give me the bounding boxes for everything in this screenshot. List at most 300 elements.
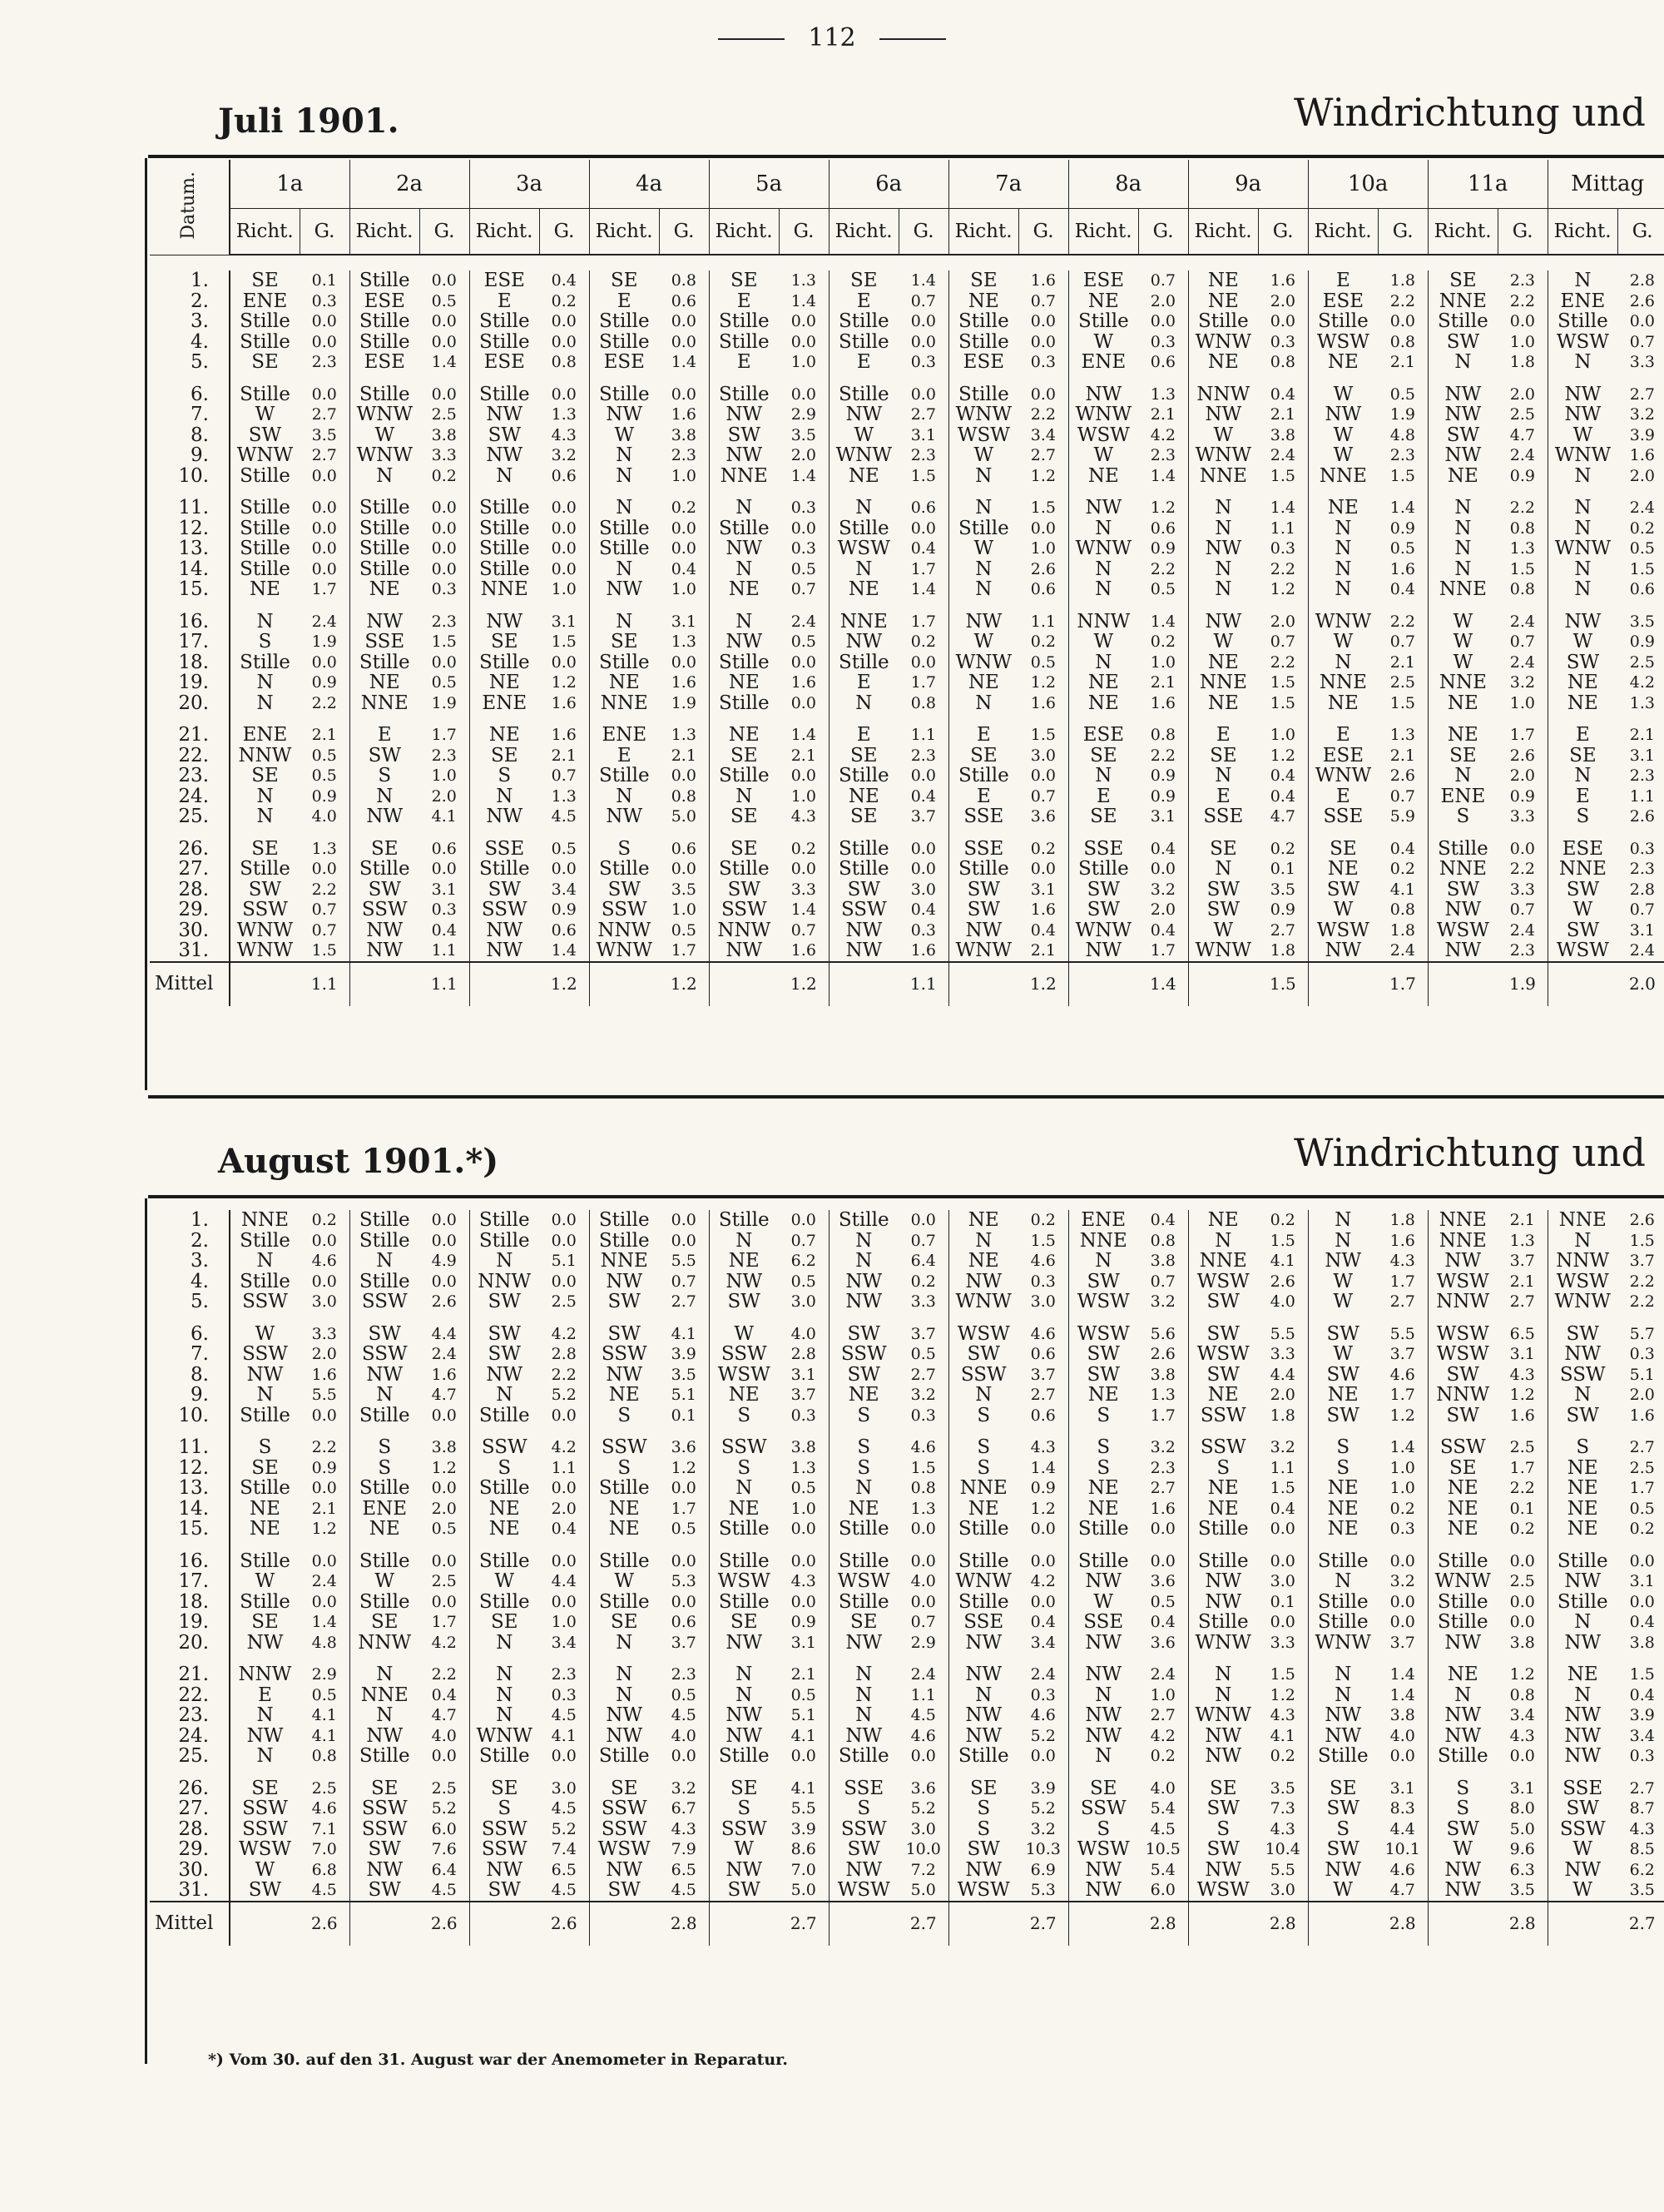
wind-speed: 0.0 (419, 1592, 469, 1613)
day-row (150, 332, 1664, 353)
wind-direction: W (1572, 1880, 1593, 1901)
wind-speed: 8.3 (1378, 1798, 1428, 1819)
wind-speed: 1.7 (899, 672, 948, 693)
wind-speed: 5.0 (779, 1880, 829, 1902)
wind-speed: 3.4 (1018, 1633, 1068, 1654)
day-label: 10. (150, 466, 230, 487)
wind-direction: WSW (1556, 1271, 1609, 1292)
wind-direction: NE (1447, 465, 1478, 486)
wind-direction: NW (1325, 1251, 1362, 1272)
wind-speed: 3.0 (300, 1292, 349, 1312)
wind-direction: NNE (480, 579, 528, 600)
wind-speed: 0.5 (1617, 538, 1664, 559)
wind-direction: WSW (717, 1571, 770, 1592)
wind-direction: NE (369, 672, 400, 693)
wind-speed: 0.3 (419, 579, 469, 600)
hour-header: 8a (1068, 160, 1188, 209)
wind-speed: 0.0 (419, 384, 469, 405)
wind-direction: N (1574, 518, 1592, 538)
wind-direction: Stille (240, 465, 290, 486)
wind-speed: 0.2 (419, 466, 469, 487)
wind-speed: 4.5 (899, 1705, 948, 1726)
wind-direction: N (496, 786, 513, 806)
wind-direction: NE (1447, 1664, 1478, 1685)
wind-direction: NW (1444, 445, 1482, 466)
wind-direction: SSW (242, 1344, 288, 1365)
wind-speed: 0.7 (1617, 332, 1664, 353)
wind-speed: 1.1 (1258, 1458, 1308, 1479)
wind-direction: NW (606, 806, 643, 827)
wind-direction: N (1454, 538, 1472, 559)
wind-direction: Stille (240, 538, 290, 559)
wind-direction: NW (965, 1859, 1003, 1880)
wind-direction: N (1215, 498, 1232, 518)
wind-direction: NE (848, 1498, 879, 1519)
wind-speed: 0.4 (1138, 1210, 1188, 1231)
wind-direction: S (857, 1798, 871, 1819)
wind-direction: Stille (359, 498, 410, 518)
wind-speed: 2.6 (1617, 1210, 1664, 1231)
wind-direction: NW (366, 1364, 404, 1385)
wind-speed: 9.6 (1498, 1839, 1548, 1860)
wind-direction: NW (1564, 1859, 1602, 1880)
wind-speed: 2.1 (1378, 652, 1428, 673)
day-label: 11. (150, 498, 230, 518)
wind-speed: 0.4 (1258, 1499, 1308, 1520)
wind-speed: 0.0 (1498, 1592, 1548, 1613)
wind-direction: NNW (1196, 384, 1250, 404)
wind-direction: E (617, 290, 631, 311)
day-label: 6. (150, 1324, 230, 1345)
richt-header: Richt. (1068, 209, 1138, 255)
wind-direction: N (616, 1684, 633, 1705)
wind-speed: 4.9 (419, 1251, 469, 1272)
wind-direction: E (736, 290, 751, 311)
wind-speed: 3.5 (779, 425, 829, 446)
wind-speed: 0.8 (899, 693, 948, 714)
richt-header: Richt. (589, 209, 659, 255)
wind-direction: NW (606, 1705, 643, 1726)
wind-speed: 1.6 (1617, 445, 1664, 466)
wind-speed: 0.2 (1018, 1210, 1068, 1231)
day-label: 25. (150, 806, 230, 827)
wind-speed: 1.2 (1378, 1406, 1428, 1426)
wind-speed: 4.5 (539, 1880, 589, 1902)
wind-direction: NW (726, 1725, 763, 1746)
wind-direction: NW (486, 806, 523, 827)
wind-speed: 2.1 (1378, 746, 1428, 766)
wind-direction: N (496, 1632, 513, 1653)
wind-speed: 3.1 (1498, 1778, 1548, 1799)
wind-direction: S (1336, 1818, 1350, 1839)
wind-direction: WNW (1554, 1292, 1611, 1312)
wind-speed: 2.6 (1258, 1272, 1308, 1292)
wind-speed: 3.3 (300, 1324, 349, 1345)
wind-speed: 4.1 (779, 1778, 829, 1799)
wind-speed: 0.4 (1258, 786, 1308, 807)
wind-direction: Stille (240, 1230, 290, 1251)
wind-direction: ESE (483, 270, 525, 291)
wind-speed: 1.3 (1498, 538, 1548, 559)
wind-direction: NE (488, 1519, 520, 1540)
wind-speed: 0.8 (1498, 579, 1548, 600)
wind-speed: 1.6 (1138, 693, 1188, 714)
wind-direction: SW (607, 879, 641, 900)
wind-speed: 3.0 (899, 880, 948, 900)
wind-direction: E (1216, 725, 1231, 746)
wind-direction: NE (1087, 290, 1119, 311)
wind-speed: 1.5 (1258, 1478, 1308, 1499)
wind-speed: 7.1 (300, 1819, 349, 1840)
wind-direction: SE (850, 270, 878, 291)
wind-direction: N (1335, 1571, 1352, 1592)
day-label: 19. (150, 672, 230, 693)
wind-speed: 1.5 (1018, 1231, 1068, 1252)
wind-direction: NW (1444, 384, 1482, 404)
wind-direction: NE (608, 672, 640, 693)
wind-speed: 4.0 (1258, 1292, 1308, 1312)
wind-speed: 1.0 (1018, 538, 1068, 559)
wind-direction: ENE (482, 692, 527, 713)
wind-speed: 1.6 (1378, 1231, 1428, 1252)
wind-direction: NW (1564, 384, 1602, 404)
day-row (150, 1210, 1664, 1231)
wind-direction: SW (1446, 1818, 1479, 1839)
wind-speed: 3.8 (1258, 425, 1308, 446)
wind-direction: SSW (721, 1437, 767, 1458)
wind-direction: NE (728, 579, 760, 600)
wind-speed: 0.7 (1138, 270, 1188, 291)
wind-speed: 1.7 (899, 612, 948, 632)
wind-speed: 3.7 (1498, 1251, 1548, 1272)
wind-direction: NW (1444, 1632, 1482, 1653)
wind-speed: 0.0 (899, 1746, 948, 1767)
wind-direction: N (496, 465, 513, 486)
day-label: 26. (150, 839, 230, 860)
wind-direction: SE (251, 1612, 279, 1633)
wind-speed: 2.7 (300, 404, 349, 425)
day-label: 21. (150, 725, 230, 746)
wind-direction: NNE (1439, 859, 1487, 880)
wind-speed: 0.0 (659, 384, 709, 405)
wind-direction: Stille (598, 518, 650, 538)
g-header: G. (419, 209, 469, 255)
wind-speed: 1.8 (1258, 940, 1308, 962)
wind-speed: 1.5 (419, 632, 469, 652)
wind-direction: Stille (478, 1210, 530, 1231)
wind-speed: 0.0 (419, 859, 469, 880)
wind-speed: 5.6 (1138, 1324, 1188, 1345)
wind-direction: NW (726, 1705, 763, 1726)
wind-speed: 4.6 (1378, 1365, 1428, 1386)
wind-speed: 8.7 (1617, 1798, 1664, 1819)
wind-speed: 2.3 (659, 1664, 709, 1685)
wind-direction: SSW (361, 1818, 408, 1839)
wind-speed: 0.0 (1498, 839, 1548, 860)
wind-direction: S (498, 1457, 512, 1478)
wind-direction: SE (730, 1612, 758, 1633)
wind-speed: 1.0 (539, 1612, 589, 1633)
wind-direction: W (734, 1839, 755, 1860)
wind-direction: NNW (238, 1664, 292, 1685)
wind-speed: 2.1 (539, 746, 589, 766)
day-label: 17. (150, 632, 230, 652)
wind-speed: 0.5 (899, 1344, 948, 1365)
wind-direction: Stille (478, 331, 530, 352)
day-row (150, 1664, 1664, 1685)
day-label: 23. (150, 1705, 230, 1726)
wind-direction: Stille (359, 311, 410, 332)
wind-direction: NE (250, 1498, 280, 1519)
wind-direction: WNW (835, 445, 893, 466)
wind-direction: W (1572, 900, 1593, 920)
wind-direction: NW (366, 1725, 404, 1746)
wind-direction: NW (965, 1632, 1003, 1653)
wind-speed: 5.0 (899, 1880, 948, 1902)
wind-direction: NE (1087, 692, 1119, 713)
wind-speed: 1.6 (1258, 270, 1308, 291)
wind-speed: 3.0 (539, 1778, 589, 1799)
wind-speed: 0.0 (899, 1592, 948, 1613)
wind-direction: NNW (1077, 611, 1131, 632)
day-label: 24. (150, 1726, 230, 1747)
wind-speed: 1.4 (1138, 612, 1188, 632)
wind-direction: SW (967, 879, 1001, 900)
wind-direction: SE (730, 838, 758, 859)
wind-direction: ESE (1562, 838, 1604, 859)
wind-speed: 0.8 (1378, 900, 1428, 920)
wind-direction: N (735, 498, 753, 518)
wind-speed: 0.0 (300, 1592, 349, 1613)
wind-speed: 0.4 (899, 900, 948, 920)
wind-direction: NW (1325, 404, 1362, 425)
wind-speed: 2.2 (1378, 291, 1428, 312)
wind-direction: NW (1564, 1632, 1602, 1653)
wind-speed: 2.5 (1498, 1571, 1548, 1592)
wind-direction: NE (1447, 1519, 1478, 1540)
wind-speed: 3.1 (419, 880, 469, 900)
wind-direction: SW (1326, 1364, 1359, 1385)
wind-direction: SW (847, 1323, 880, 1344)
wind-speed: 2.4 (1498, 612, 1548, 632)
wind-speed: 0.0 (300, 1478, 349, 1499)
wind-speed: 0.0 (659, 1478, 709, 1499)
wind-speed: 2.4 (300, 612, 349, 632)
wind-direction: SSE (844, 1778, 884, 1798)
g-header: G. (1018, 209, 1068, 255)
hour-header: 10a (1308, 160, 1428, 209)
wind-direction: ESE (1322, 745, 1364, 766)
wind-direction: NNE (1439, 290, 1487, 311)
wind-speed: 0.2 (1138, 632, 1188, 652)
wind-speed: 0.7 (1018, 786, 1068, 807)
wind-direction: E (1216, 786, 1231, 806)
mittel-value: 2.8 (1498, 1902, 1548, 1946)
page-number: 112 (0, 23, 1664, 52)
wind-speed: 4.4 (419, 1324, 469, 1345)
wind-speed: 0.7 (1138, 1272, 1188, 1292)
wind-direction: W (1572, 632, 1593, 652)
day-label: 8. (150, 1365, 230, 1386)
wind-direction: E (1335, 725, 1350, 746)
wind-direction: S (1216, 1457, 1231, 1478)
mittel-value: 1.5 (1258, 962, 1308, 1006)
wind-direction: NE (1567, 1519, 1598, 1540)
hour-header: 4a (589, 160, 709, 209)
wind-direction: Stille (240, 1405, 290, 1426)
wind-speed: 4.5 (300, 1880, 349, 1902)
wind-direction: NE (1327, 1519, 1359, 1540)
wind-direction: SSW (721, 1818, 767, 1839)
wind-direction: NW (1205, 1746, 1242, 1767)
wind-speed: 1.4 (1378, 1437, 1428, 1458)
wind-speed: 8.0 (1498, 1798, 1548, 1819)
wind-direction: NE (608, 1385, 640, 1406)
wind-direction: SSE (1323, 806, 1364, 827)
wind-direction: Stille (240, 558, 290, 579)
day-row (150, 1251, 1664, 1272)
wind-speed: 3.3 (1498, 880, 1548, 900)
wind-direction: S (857, 1457, 871, 1478)
wind-direction: NE (1327, 692, 1359, 713)
mittel-value: 2.8 (1258, 1902, 1308, 1946)
wind-speed: 0.3 (1617, 1746, 1664, 1767)
wind-direction: N (1335, 558, 1352, 579)
day-label: 28. (150, 1819, 230, 1840)
wind-direction: NW (845, 1271, 883, 1292)
wind-direction: S (498, 766, 512, 786)
wind-speed: 0.0 (1018, 1746, 1068, 1767)
wind-speed: 1.0 (659, 466, 709, 487)
wind-direction: N (735, 558, 753, 579)
wind-speed: 0.4 (1258, 766, 1308, 786)
wind-direction: SSW (361, 1344, 408, 1365)
wind-direction: NW (726, 632, 763, 652)
section-heading-july: Windrichtung und (1294, 90, 1646, 135)
wind-direction: NE (1327, 1498, 1359, 1519)
wind-speed: 0.0 (1018, 1551, 1068, 1572)
wind-direction: SW (727, 1880, 760, 1901)
wind-speed: 2.1 (1617, 725, 1664, 746)
wind-direction: Stille (1317, 1550, 1369, 1571)
wind-speed: 1.8 (1378, 1210, 1428, 1231)
wind-speed: 2.7 (1258, 920, 1308, 941)
hour-header: 5a (709, 160, 829, 209)
wind-speed: 1.4 (779, 466, 829, 487)
wind-direction: NW (845, 1725, 883, 1746)
wind-speed: 0.6 (1138, 518, 1188, 539)
day-label: 29. (150, 1839, 230, 1860)
wind-speed: 2.7 (899, 404, 948, 425)
wind-direction: SW (967, 900, 1001, 920)
wind-speed: 2.9 (899, 1633, 948, 1654)
wind-speed: 3.9 (659, 1344, 709, 1365)
wind-speed: 3.2 (1498, 672, 1548, 693)
wind-speed: 0.0 (1258, 311, 1308, 332)
wind-speed: 0.0 (1617, 311, 1664, 332)
wind-speed: 0.7 (779, 920, 829, 941)
wind-direction: NNE (1199, 672, 1247, 693)
wind-speed: 3.5 (659, 880, 709, 900)
wind-speed: 0.1 (659, 1406, 709, 1426)
wind-direction: NW (726, 1859, 763, 1880)
wind-direction: W (1333, 1880, 1354, 1901)
wind-speed: 0.3 (1138, 332, 1188, 353)
wind-direction: Stille (478, 1550, 530, 1571)
wind-direction: NW (486, 940, 523, 961)
wind-speed: 0.0 (779, 384, 829, 405)
wind-speed: 2.2 (1378, 612, 1428, 632)
wind-direction: N (1335, 652, 1352, 672)
wind-speed: 2.5 (419, 404, 469, 425)
wind-speed: 0.0 (539, 1592, 589, 1613)
wind-speed: 3.3 (1258, 1344, 1308, 1365)
wind-direction: N (1454, 558, 1472, 579)
day-row (150, 806, 1664, 827)
wind-direction: SSW (361, 1798, 408, 1819)
mittel-value: 2.7 (779, 1902, 829, 1946)
wind-direction: NE (728, 1251, 760, 1272)
wind-speed: 0.0 (779, 859, 829, 880)
wind-speed: 1.1 (419, 940, 469, 962)
wind-speed: 3.9 (1617, 425, 1664, 446)
wind-speed: 0.0 (539, 538, 589, 559)
wind-direction: N (975, 1230, 993, 1251)
day-row (150, 498, 1664, 518)
day-label: 9. (150, 1385, 230, 1406)
wind-speed: 4.4 (1378, 1819, 1428, 1840)
day-label: 12. (150, 1458, 230, 1479)
wind-speed: 2.4 (1018, 1664, 1068, 1685)
wind-direction: NE (1567, 1478, 1598, 1499)
day-label: 8. (150, 425, 230, 446)
wind-direction: NE (848, 786, 879, 806)
day-label: 19. (150, 1612, 230, 1633)
wind-direction: NE (1207, 290, 1239, 311)
wind-direction: NW (1564, 1705, 1602, 1726)
wind-speed: 0.0 (899, 311, 948, 332)
wind-speed: 3.1 (779, 1365, 829, 1386)
wind-speed: 2.5 (419, 1571, 469, 1592)
wind-speed: 1.2 (1018, 1499, 1068, 1520)
wind-direction: N (1335, 538, 1352, 559)
wind-direction: NW (1325, 1859, 1362, 1880)
wind-direction: NE (1207, 1210, 1239, 1231)
wind-speed: 4.7 (1498, 425, 1548, 446)
wind-direction: S (1456, 1798, 1470, 1819)
wind-speed: 4.1 (539, 1726, 589, 1747)
wind-direction: SE (611, 270, 638, 291)
wind-direction: WNW (955, 1571, 1012, 1592)
wind-speed: 2.3 (1498, 940, 1548, 962)
wind-direction: Stille (359, 652, 410, 672)
wind-speed: 4.4 (539, 1571, 589, 1592)
wind-direction: ESE (603, 352, 645, 373)
wind-speed: 1.6 (300, 1365, 349, 1386)
wind-direction: SE (610, 1612, 638, 1633)
wind-speed: 4.3 (779, 1571, 829, 1592)
wind-speed: 2.1 (300, 1499, 349, 1520)
wind-direction: NE (1447, 692, 1478, 713)
wind-direction: WNW (1315, 1632, 1371, 1653)
wind-speed: 1.6 (779, 672, 829, 693)
wind-direction: WSW (1436, 1344, 1489, 1365)
wind-speed: 0.0 (1018, 332, 1068, 353)
wind-direction: SE (1449, 1457, 1477, 1478)
wind-speed: 0.8 (1138, 725, 1188, 746)
wind-speed: 2.7 (1378, 1292, 1428, 1312)
wind-speed: 4.3 (1018, 1437, 1068, 1458)
